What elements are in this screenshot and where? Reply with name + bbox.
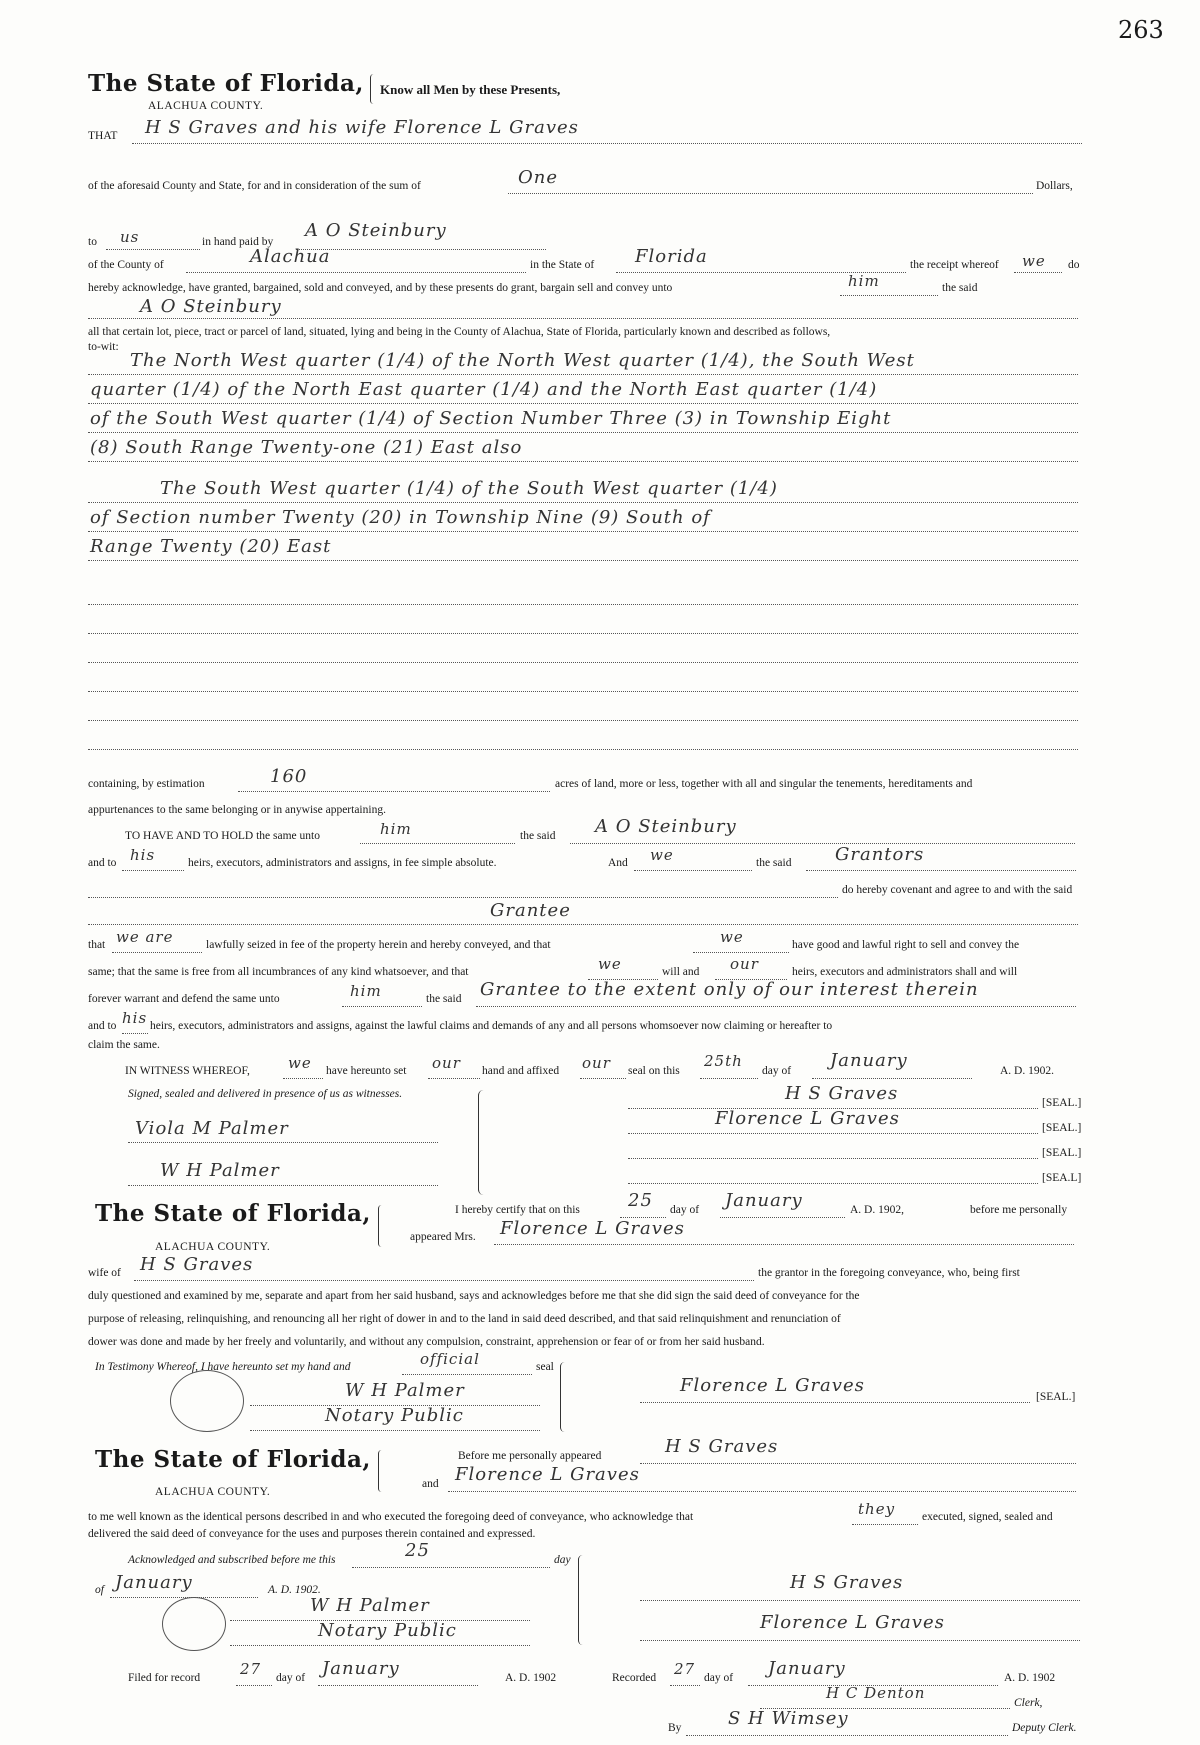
and-to-label: and to: [88, 857, 117, 869]
rule: [402, 1374, 532, 1375]
filed-text: Filed for record: [128, 1672, 201, 1684]
rule: [508, 193, 1033, 194]
hereunto-text: have hereunto set: [326, 1065, 407, 1077]
notary-title-handwritten: Notary Public: [325, 1405, 464, 1426]
rule: [342, 1006, 422, 1007]
rule: [186, 272, 526, 273]
signature-2: Florence L Graves: [715, 1108, 900, 1129]
rule: [132, 143, 1082, 144]
paid-by-handwritten: A O Steinbury: [305, 220, 447, 241]
deputy-label: Deputy Clerk.: [1012, 1722, 1077, 1734]
signature-1: H S Graves: [785, 1083, 899, 1104]
grantors-handwritten: H S Graves and his wife Florence L Graves: [145, 117, 579, 138]
wife-of-text: wife of: [88, 1267, 121, 1279]
rec-ad-text: A. D. 1902: [1004, 1672, 1056, 1684]
claim-text: claim the same.: [88, 1039, 160, 1051]
rule: [88, 560, 1078, 561]
day-of-text: day of: [670, 1204, 700, 1216]
mrs-handwritten: Florence L Graves: [500, 1218, 685, 1239]
seal-label: [SEA.L]: [1042, 1172, 1082, 1184]
receipt-handwritten: we: [1022, 252, 1046, 270]
notary-name-handwritten: W H Palmer: [345, 1380, 465, 1401]
recorded-text: Recorded: [612, 1672, 657, 1684]
convey-handwritten: him: [848, 272, 880, 290]
to-handwritten: us: [120, 228, 140, 246]
the-said-label: the said: [942, 282, 978, 294]
rule: [88, 502, 1078, 503]
seal-label: [SEAL.]: [1036, 1391, 1076, 1403]
by-label: By: [668, 1722, 682, 1734]
state-heading: The State of Florida,: [95, 1446, 371, 1473]
the-said-label: the said: [426, 993, 462, 1005]
our-seal-handwritten: our: [582, 1054, 611, 1072]
rule: [352, 1567, 550, 1568]
page-number: 263: [1118, 16, 1164, 44]
rule: [88, 897, 838, 898]
rule: [88, 374, 1078, 375]
exec-text: heirs, executors and administrators shall and will: [792, 966, 1018, 978]
the-said-label: the said: [756, 857, 792, 869]
rule: [88, 604, 1078, 605]
bracket: [378, 1205, 385, 1247]
in-hand-label: in hand paid by: [202, 236, 274, 248]
rule: [296, 249, 546, 250]
day-text: day: [554, 1554, 571, 1566]
rule: [88, 720, 1078, 721]
rule: [640, 1402, 1030, 1403]
dollars-label: Dollars,: [1036, 180, 1073, 192]
know-all-men: Know all Men by these Presents,: [380, 82, 561, 97]
rule: [494, 1244, 1074, 1245]
the-said-label: the said: [520, 830, 556, 842]
seal-label: [SEAL.]: [1042, 1147, 1082, 1159]
will-text: will and: [662, 966, 700, 978]
rule: [812, 1078, 972, 1079]
day-handwritten: 25th: [704, 1052, 743, 1070]
dower-body-line: duly questioned and examined by me, separate and apart from her said husband, says and acknowledges before me that she did sign the said deed of conveyance for the: [88, 1290, 860, 1302]
witness2-signature: W H Palmer: [160, 1160, 280, 1181]
rule: [283, 1078, 323, 1079]
notary-seal-icon: [162, 1597, 226, 1651]
they-handwritten: they: [858, 1500, 896, 1518]
rule: [628, 1158, 1038, 1159]
filed-ad-text: A. D. 1902: [505, 1672, 557, 1684]
official-handwritten: official: [420, 1350, 480, 1368]
rule: [840, 295, 938, 296]
rule: [88, 318, 1078, 319]
rule: [693, 952, 789, 953]
ad-text: A. D. 1902.: [1000, 1065, 1054, 1077]
state-handwritten: Florida: [635, 246, 708, 267]
and-text: and: [422, 1478, 439, 1490]
person2-handwritten: Florence L Graves: [455, 1464, 640, 1485]
description-line: of Section number Twenty (20) in Township Nine (9) South of: [90, 507, 711, 528]
rec-month-handwritten: January: [768, 1658, 846, 1679]
rule: [670, 1685, 700, 1686]
rule: [700, 1078, 758, 1079]
receipt-label: the receipt whereof: [910, 259, 999, 271]
filed-month-handwritten: January: [322, 1658, 400, 1679]
rule: [128, 1185, 438, 1186]
are-handwritten: we are: [116, 928, 174, 946]
acknowledge-text: hereby acknowledge, have granted, bargained, sold and conveyed, and by these presents do grant, bargain sell and convey unto: [88, 282, 673, 294]
dower-signature: Florence L Graves: [680, 1375, 865, 1396]
rule: [720, 1217, 845, 1218]
rule: [88, 633, 1078, 634]
executed-text: executed, signed, sealed and: [922, 1511, 1053, 1523]
and-to-handwritten: his: [122, 1009, 148, 1027]
of-county-label: of the County of: [88, 259, 164, 271]
ack-month-handwritten: January: [115, 1572, 193, 1593]
ad-text: A. D. 1902.: [268, 1584, 321, 1596]
witness-handwritten: we: [288, 1054, 312, 1072]
clerk-label: Clerk,: [1014, 1697, 1043, 1709]
well-known-text: to me well known as the identical persons described in and who executed the foregoing deed of conveyance, who acknowledge that: [88, 1511, 694, 1523]
rule: [128, 1142, 438, 1143]
state-heading: The State of Florida,: [88, 70, 364, 97]
aforesaid-text: of the aforesaid County and State, for and in consideration of the sum of: [88, 180, 421, 192]
same-text: same; that the same is free from all incumbrances of any kind whatsoever, and that: [88, 966, 469, 978]
notary-title-handwritten: Notary Public: [318, 1620, 457, 1641]
rule: [88, 432, 1078, 433]
ack-day-handwritten: 25: [405, 1540, 430, 1561]
rule: [236, 1685, 272, 1686]
day-of-text: day of: [276, 1672, 306, 1684]
grantor-text: the grantor in the foregoing conveyance, who, being first: [758, 1267, 1020, 1279]
rule: [112, 952, 202, 953]
bracket: [370, 74, 377, 104]
description-line: quarter (1/4) of the North East quarter (1/4) and the North East quarter (1/4): [90, 379, 878, 400]
rule: [106, 249, 200, 250]
do-label: do: [1068, 259, 1080, 271]
and-handwritten: we: [650, 846, 674, 864]
husband-handwritten: H S Graves: [140, 1254, 254, 1275]
witness-text: IN WITNESS WHEREOF,: [125, 1065, 250, 1077]
ack-signature-1: H S Graves: [790, 1572, 904, 1593]
dower-body-line: dower was done and made by her freely and voluntarily, and without any compulsion, constraint, apprehension or fear of or from her said husband.: [88, 1336, 765, 1348]
and-label: And: [608, 857, 628, 869]
rule: [122, 870, 184, 871]
will-handwritten: we: [598, 955, 622, 973]
covenant-text: do hereby covenant and agree to and with the said: [842, 884, 1073, 896]
to-have-handwritten: him: [380, 820, 412, 838]
to-have-grantee-handwritten: A O Steinbury: [595, 816, 737, 837]
grantors-word-handwritten: Grantors: [835, 844, 925, 865]
county-label: ALACHUA COUNTY.: [155, 1241, 271, 1253]
notary-name-handwritten: W H Palmer: [310, 1595, 430, 1616]
before-text: Before me personally appeared: [458, 1450, 602, 1462]
rule: [318, 1685, 478, 1686]
county-label: ALACHUA COUNTY.: [155, 1486, 271, 1498]
clerk-handwritten: H C Denton: [826, 1684, 926, 1702]
rule: [88, 662, 1078, 663]
to-label: to: [88, 236, 97, 248]
seal-on-text: seal on this: [628, 1065, 680, 1077]
rule: [88, 403, 1078, 404]
rule: [122, 1033, 148, 1034]
ack-signature-2: Florence L Graves: [760, 1612, 945, 1633]
testimony-text: In Testimony Whereof, I have hereunto set my hand and: [95, 1361, 351, 1373]
signed-text: Signed, sealed and delivered in presence of us as witnesses.: [128, 1088, 403, 1100]
dower-body-line: purpose of releasing, relinquishing, and renouncing all her right of dower in and to the land in said deed described, and that said relinquishment and renunciation of: [88, 1313, 841, 1325]
have-handwritten: we: [720, 928, 744, 946]
and-to-handwritten: his: [130, 846, 156, 864]
seized-text: lawfully seized in fee of the property herein and hereby conveyed, and that: [206, 939, 551, 951]
rule: [686, 1735, 1008, 1736]
dower-day-handwritten: 25: [628, 1190, 653, 1211]
witness1-signature: Viola M Palmer: [135, 1118, 289, 1139]
seal-label: [SEAL.]: [1042, 1097, 1082, 1109]
rule: [640, 1640, 1080, 1641]
sum-handwritten: One: [518, 167, 559, 188]
state-heading: The State of Florida,: [95, 1200, 371, 1227]
rule: [428, 1078, 480, 1079]
in-state-label: in the State of: [530, 259, 595, 271]
rule: [628, 1183, 1038, 1184]
containing-label: containing, by estimation: [88, 778, 205, 790]
rule: [238, 791, 550, 792]
all-that-text: all that certain lot, piece, tract or parcel of land, situated, lying and being in the County of Alachua, State of Florida, particularly known and described as follows,: [88, 326, 831, 338]
acknowledged-text: Acknowledged and subscribed before me this: [128, 1554, 336, 1566]
rule: [580, 1078, 626, 1079]
description-line: (8) South Range Twenty-one (21) East also: [90, 437, 523, 458]
forever-text: forever warrant and defend the same unto: [88, 993, 280, 1005]
acres-text: acres of land, more or less, together with all and singular the tenements, hereditaments and: [555, 778, 973, 790]
acres-handwritten: 160: [270, 766, 308, 787]
certify-text: I hereby certify that on this: [455, 1204, 580, 1216]
person1-handwritten: H S Graves: [665, 1436, 779, 1457]
filed-day-handwritten: 27: [240, 1660, 262, 1678]
our-handwritten: our: [730, 955, 759, 973]
rule: [476, 1006, 1076, 1007]
description-line: of the South West quarter (1/4) of Section Number Three (3) in Township Eight: [90, 408, 892, 429]
rule: [88, 531, 1078, 532]
description-line: The South West quarter (1/4) of the South West quarter (1/4): [160, 478, 778, 499]
hand-text: hand and affixed: [482, 1065, 560, 1077]
bracket: [560, 1362, 569, 1432]
heirs-text: heirs, executors, administrators and assigns, in fee simple absolute.: [188, 857, 497, 869]
month-handwritten: January: [830, 1050, 908, 1071]
rule: [852, 1524, 918, 1525]
dower-month-handwritten: January: [725, 1190, 803, 1211]
day-of-text: day of: [762, 1065, 792, 1077]
rule: [448, 1491, 1076, 1492]
seal-text: seal: [536, 1361, 554, 1373]
notary-seal-icon: [170, 1370, 244, 1432]
bracket: [478, 1090, 489, 1195]
rule: [806, 870, 1076, 871]
description-line: Range Twenty (20) East: [90, 536, 332, 557]
rule: [134, 1280, 754, 1281]
and-to-label: and to: [88, 1020, 117, 1032]
right-text: have good and lawful right to sell and convey the: [792, 939, 1020, 951]
appurtenances-text: appurtenances to the same belonging or in anywise appertaining.: [88, 804, 386, 816]
rule: [250, 1430, 540, 1431]
rule: [230, 1645, 530, 1646]
deputy-handwritten: S H Wimsey: [728, 1708, 849, 1729]
before-text: before me personally: [970, 1204, 1068, 1216]
rec-day-handwritten: 27: [674, 1660, 696, 1678]
to-have-label: TO HAVE AND TO HOLD the same unto: [125, 830, 320, 842]
county-handwritten: Alachua: [250, 246, 331, 267]
rule: [570, 843, 1075, 844]
rule: [88, 691, 1078, 692]
day-of-text: day of: [704, 1672, 734, 1684]
rule: [88, 749, 1078, 750]
grantee-handwritten: A O Steinbury: [140, 296, 282, 317]
of-text: of: [95, 1584, 104, 1596]
seal-label: [SEAL.]: [1042, 1122, 1082, 1134]
description-line: The North West quarter (1/4) of the North West quarter (1/4), the South West: [130, 350, 915, 371]
forever-grantee-handwritten: Grantee to the extent only of our interest therein: [480, 979, 979, 1000]
forever-handwritten: him: [350, 982, 382, 1000]
our-hand-handwritten: our: [432, 1054, 461, 1072]
bracket: [378, 1450, 385, 1492]
rule: [628, 1133, 1038, 1134]
bracket: [578, 1555, 587, 1645]
against-text: heirs, executors, administrators and assigns, against the lawful claims and demands of any and all persons whomsoever now claiming or hereafter to: [150, 1020, 833, 1032]
that-label: THAT: [88, 130, 118, 142]
delivered-text: delivered the said deed of conveyance for the uses and purposes therein contained and expressed.: [88, 1528, 536, 1540]
rule: [634, 870, 752, 871]
rule: [640, 1463, 1076, 1464]
appeared-text: appeared Mrs.: [410, 1231, 476, 1243]
county-label: ALACHUA COUNTY.: [148, 100, 264, 112]
rule: [360, 843, 515, 844]
that-label: that: [88, 939, 106, 951]
ad-text: A. D. 1902,: [850, 1204, 904, 1216]
rule: [88, 924, 1078, 925]
rule: [640, 1600, 1080, 1601]
rule: [1014, 272, 1062, 273]
to-wit-label: to-wit:: [88, 341, 119, 353]
grantee-word-handwritten: Grantee: [490, 900, 571, 921]
rule: [88, 461, 1078, 462]
